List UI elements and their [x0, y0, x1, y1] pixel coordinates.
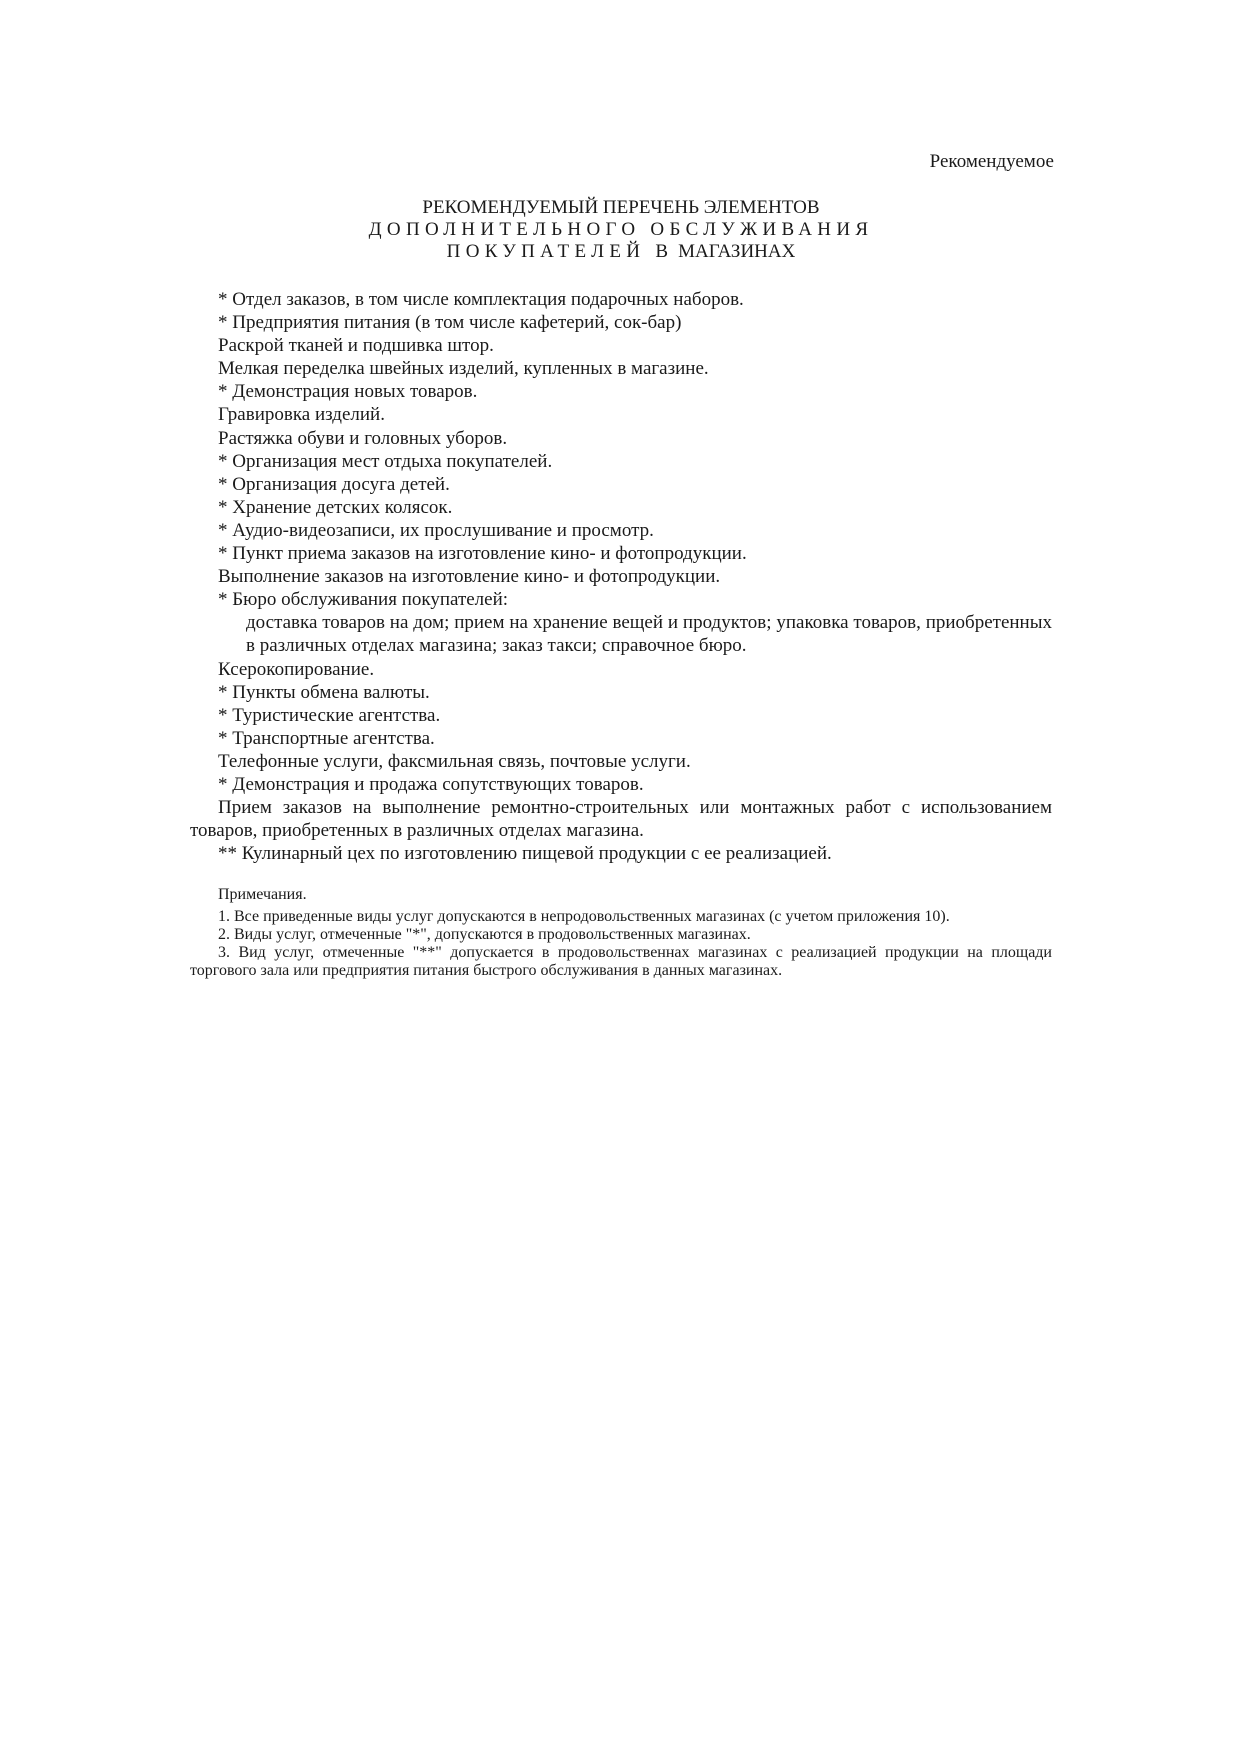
list-item: * Организация досуга детей.	[218, 473, 450, 495]
list-item: Ксерокопирование.	[218, 658, 375, 680]
list-item: * Хранение детских колясок.	[218, 496, 453, 518]
notes-section	[190, 886, 1052, 980]
list-item: * Демонстрация и продажа сопутствующих товаров.	[218, 773, 644, 795]
list-item: Растяжка обуви и головных уборов.	[218, 427, 508, 449]
title-line-3-spaced: ПОКУПАТЕЛЕЙ В	[446, 241, 674, 262]
repair-item: Прием заказов на выполнение ремонтно-строительных или монтажных работ с использованием товаров, приобретенных в различных отделах магазина.	[190, 797, 1052, 842]
notes-heading: Примечания.	[218, 886, 307, 903]
list-item: * Пункт приема заказов на изготовление кино- и фотопродукции.	[218, 543, 747, 565]
list-item: Мелкая переделка швейных изделий, купленных в магазине.	[218, 358, 709, 380]
list-item: * Пункты обмена валюты.	[218, 681, 430, 703]
title-line-2: ДОПОЛНИТЕЛЬНОГО ОБСЛУЖИВАНИЯ	[368, 219, 874, 240]
list-item: Гравировка изделий.	[218, 404, 385, 426]
list-item: * Организация мест отдыха покупателей.	[218, 450, 553, 472]
list-item: Раскрой тканей и подшивка штор.	[218, 335, 494, 357]
list-item: * Предприятия питания (в том числе кафетерий, сок-бар)	[218, 312, 682, 334]
title-line-1: РЕКОМЕНДУЕМЫЙ ПЕРЕЧЕНЬ ЭЛЕМЕНТОВ	[422, 197, 820, 218]
note-1: 1. Все приведенные виды услуг допускаются в непродовольственных магазинах (с учетом приложения 10).	[218, 908, 950, 925]
list-item: Выполнение заказов на изготовление кино- и фотопродукции.	[218, 566, 721, 588]
note-2: 2. Виды услуг, отмеченные "*", допускаются в продовольственных магазинах.	[218, 926, 751, 943]
note-3: 3. Вид услуг, отмеченные "**" допускается в продовольственнах магазинах с реализацией продукции на площади торгового зала или предприятия питания быстрого обслуживания в данных магазинах.	[190, 944, 1052, 979]
title-line-3-end: МАГАЗИНАХ	[678, 241, 796, 262]
list-item: * Туристические агентства.	[218, 704, 441, 726]
appendix-label: Рекомендуемое	[929, 151, 1054, 172]
list-item: * Бюро обслуживания покупателей:	[218, 589, 509, 611]
services-list	[190, 288, 1052, 865]
list-item: * Демонстрация новых товаров.	[218, 381, 478, 403]
title-line-3	[190, 241, 1052, 263]
culinary-item: ** Кулинарный цех по изготовлению пищевой продукции с ее реализацией.	[218, 843, 832, 865]
document-title	[190, 197, 1052, 263]
list-item: * Отдел заказов, в том числе комплектация подарочных наборов.	[218, 289, 744, 310]
list-item: Телефонные услуги, факсмильная связь, почтовые услуги.	[218, 750, 691, 772]
list-item: * Аудио-видеозаписи, их прослушивание и просмотр.	[218, 519, 654, 541]
bureau-subitem: доставка товаров на дом; прием на хранение вещей и продуктов; упаковка товаров, приобретенных в различных отделах магазина; заказ такси; справочное бюро.	[246, 612, 1052, 657]
list-item: * Транспортные агентства.	[218, 727, 435, 749]
